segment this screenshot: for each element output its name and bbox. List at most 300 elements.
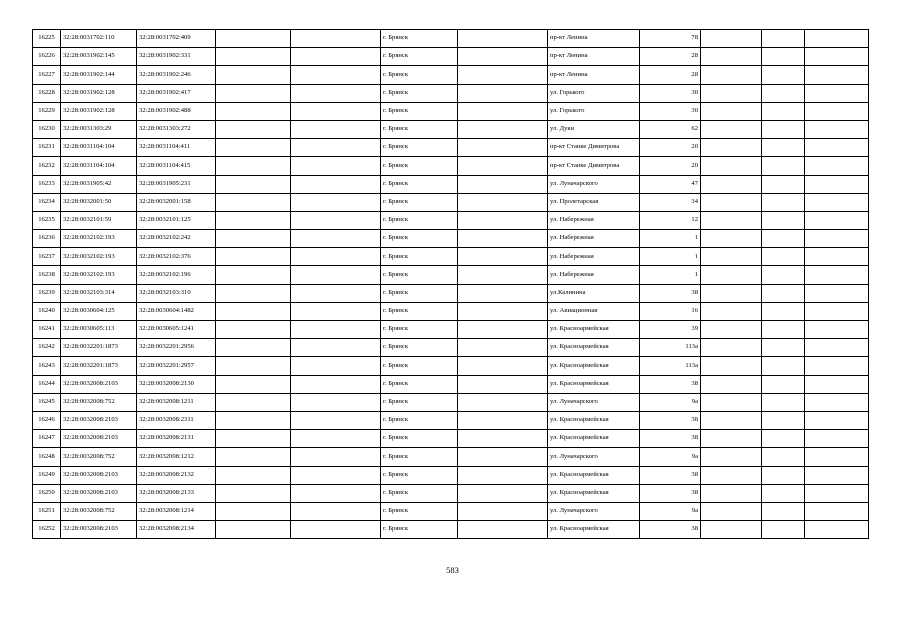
empty-cell (805, 84, 869, 102)
row-number: 16245 (33, 393, 61, 411)
empty-cell (701, 302, 762, 320)
empty-cell (762, 175, 805, 193)
cadastral-number: 32:28:0031902:144 (61, 66, 137, 84)
empty-cell (458, 211, 548, 229)
city-cell: г. Брянск (381, 157, 458, 175)
empty-cell (458, 302, 548, 320)
cadastral-number: 32:28:0032008:752 (61, 448, 137, 466)
empty-cell (291, 339, 381, 357)
table-row (33, 448, 869, 466)
row-number: 16229 (33, 102, 61, 120)
house-number: 38 (640, 484, 701, 502)
empty-cell (701, 30, 762, 48)
empty-cell (291, 302, 381, 320)
cadastral-number: 32:28:0032008:752 (61, 393, 137, 411)
empty-cell (291, 30, 381, 48)
cadastral-number: 32:28:0032102:193 (61, 248, 137, 266)
street-cell: ул. Набережная (548, 266, 640, 284)
object-cadastral-number: 32:28:0032008:1214 (137, 502, 216, 520)
city-cell: г. Брянск (381, 430, 458, 448)
object-cadastral-number: 32:28:0032008:1212 (137, 448, 216, 466)
table-row (33, 321, 869, 339)
empty-cell (216, 193, 291, 211)
empty-cell (805, 357, 869, 375)
empty-cell (762, 521, 805, 539)
empty-cell (458, 284, 548, 302)
empty-cell (701, 193, 762, 211)
empty-cell (762, 484, 805, 502)
empty-cell (216, 230, 291, 248)
house-number: 113а (640, 357, 701, 375)
table-row (33, 84, 869, 102)
row-number: 16240 (33, 302, 61, 320)
empty-cell (762, 193, 805, 211)
table-row (33, 48, 869, 66)
empty-cell (805, 30, 869, 48)
empty-cell (291, 84, 381, 102)
empty-cell (701, 321, 762, 339)
row-number: 16239 (33, 284, 61, 302)
house-number: 62 (640, 120, 701, 138)
empty-cell (701, 175, 762, 193)
house-number: 39 (640, 321, 701, 339)
empty-cell (701, 230, 762, 248)
empty-cell (701, 102, 762, 120)
empty-cell (762, 48, 805, 66)
house-number: 28 (640, 48, 701, 66)
empty-cell (458, 430, 548, 448)
empty-cell (762, 120, 805, 138)
row-number: 16228 (33, 84, 61, 102)
empty-cell (701, 266, 762, 284)
cadastral-number: 32:28:0032102:193 (61, 230, 137, 248)
empty-cell (701, 466, 762, 484)
object-cadastral-number: 32:28:0032201:2956 (137, 339, 216, 357)
row-number: 16232 (33, 157, 61, 175)
empty-cell (805, 430, 869, 448)
street-cell: ул. Набережная (548, 230, 640, 248)
empty-cell (762, 102, 805, 120)
empty-cell (701, 139, 762, 157)
row-number: 16250 (33, 484, 61, 502)
row-number: 16234 (33, 193, 61, 211)
cadastral-number: 32:28:0032008:2103 (61, 430, 137, 448)
empty-cell (701, 339, 762, 357)
empty-cell (701, 411, 762, 429)
table-row (33, 302, 869, 320)
empty-cell (291, 211, 381, 229)
street-cell: ул. Пролетарская (548, 193, 640, 211)
city-cell: г. Брянск (381, 102, 458, 120)
street-cell: пр-кт Станке Димитрова (548, 139, 640, 157)
row-number: 16236 (33, 230, 61, 248)
city-cell: г. Брянск (381, 339, 458, 357)
object-cadastral-number: 32:28:0031902:488 (137, 102, 216, 120)
cadastral-number: 32:28:0032201:1873 (61, 357, 137, 375)
empty-cell (216, 302, 291, 320)
street-cell: ул. Набережная (548, 248, 640, 266)
table-row (33, 175, 869, 193)
cadastral-number: 32:28:0030605:113 (61, 321, 137, 339)
street-cell: ул. Красноармейская (548, 375, 640, 393)
city-cell: г. Брянск (381, 139, 458, 157)
house-number: 1 (640, 248, 701, 266)
empty-cell (805, 48, 869, 66)
empty-cell (701, 375, 762, 393)
empty-cell (291, 484, 381, 502)
empty-cell (458, 120, 548, 138)
empty-cell (458, 66, 548, 84)
table-row (33, 339, 869, 357)
empty-cell (458, 375, 548, 393)
house-number: 1 (640, 230, 701, 248)
cadastral-number: 32:28:0031104:104 (61, 157, 137, 175)
object-cadastral-number: 32:28:0032008:2133 (137, 484, 216, 502)
table-row (33, 139, 869, 157)
empty-cell (291, 393, 381, 411)
object-cadastral-number: 32:28:0032103:310 (137, 284, 216, 302)
empty-cell (291, 193, 381, 211)
street-cell: пр-кт Станке Димитрова (548, 157, 640, 175)
registry-body (33, 30, 869, 539)
empty-cell (291, 248, 381, 266)
empty-cell (805, 466, 869, 484)
empty-cell (216, 521, 291, 539)
empty-cell (762, 321, 805, 339)
empty-cell (762, 211, 805, 229)
object-cadastral-number: 32:28:0032008:2132 (137, 466, 216, 484)
house-number: 20 (640, 139, 701, 157)
empty-cell (805, 284, 869, 302)
empty-cell (291, 66, 381, 84)
table-row (33, 411, 869, 429)
registry-table (32, 29, 869, 539)
row-number: 16246 (33, 411, 61, 429)
empty-cell (216, 393, 291, 411)
empty-cell (216, 120, 291, 138)
empty-cell (216, 357, 291, 375)
street-cell: ул. Красноармейская (548, 357, 640, 375)
street-cell: ул. Авиационная (548, 302, 640, 320)
empty-cell (458, 266, 548, 284)
empty-cell (216, 66, 291, 84)
empty-cell (291, 357, 381, 375)
empty-cell (805, 521, 869, 539)
empty-cell (458, 393, 548, 411)
empty-cell (805, 321, 869, 339)
empty-cell (291, 502, 381, 520)
table-row (33, 502, 869, 520)
empty-cell (216, 48, 291, 66)
empty-cell (216, 411, 291, 429)
city-cell: г. Брянск (381, 484, 458, 502)
empty-cell (291, 266, 381, 284)
object-cadastral-number: 32:28:0032201:2957 (137, 357, 216, 375)
empty-cell (805, 230, 869, 248)
street-cell: ул. Набережная (548, 211, 640, 229)
row-number: 16235 (33, 211, 61, 229)
empty-cell (291, 375, 381, 393)
city-cell: г. Брянск (381, 321, 458, 339)
empty-cell (216, 84, 291, 102)
empty-cell (701, 211, 762, 229)
city-cell: г. Брянск (381, 393, 458, 411)
cadastral-number: 32:28:0032101:59 (61, 211, 137, 229)
empty-cell (216, 466, 291, 484)
empty-cell (805, 139, 869, 157)
object-cadastral-number: 32:28:0032102:376 (137, 248, 216, 266)
house-number: 34 (640, 193, 701, 211)
empty-cell (216, 139, 291, 157)
empty-cell (458, 84, 548, 102)
row-number: 16241 (33, 321, 61, 339)
empty-cell (291, 139, 381, 157)
empty-cell (291, 466, 381, 484)
empty-cell (762, 375, 805, 393)
city-cell: г. Брянск (381, 302, 458, 320)
empty-cell (762, 139, 805, 157)
house-number: 78 (640, 30, 701, 48)
empty-cell (458, 502, 548, 520)
empty-cell (762, 339, 805, 357)
empty-cell (216, 375, 291, 393)
object-cadastral-number: 32:28:0031905:231 (137, 175, 216, 193)
cadastral-number: 32:28:0032008:2103 (61, 466, 137, 484)
empty-cell (701, 502, 762, 520)
street-cell: ул. Красноармейская (548, 484, 640, 502)
city-cell: г. Брянск (381, 521, 458, 539)
table-row (33, 211, 869, 229)
empty-cell (701, 393, 762, 411)
empty-cell (291, 448, 381, 466)
empty-cell (216, 321, 291, 339)
house-number: 12 (640, 211, 701, 229)
row-number: 16251 (33, 502, 61, 520)
street-cell: ул. Луначарского (548, 175, 640, 193)
empty-cell (216, 157, 291, 175)
empty-cell (216, 448, 291, 466)
empty-cell (701, 430, 762, 448)
empty-cell (805, 102, 869, 120)
city-cell: г. Брянск (381, 193, 458, 211)
empty-cell (701, 84, 762, 102)
empty-cell (805, 248, 869, 266)
street-cell: ул. Красноармейская (548, 321, 640, 339)
empty-cell (762, 284, 805, 302)
empty-cell (805, 193, 869, 211)
table-row (33, 393, 869, 411)
empty-cell (762, 30, 805, 48)
empty-cell (458, 193, 548, 211)
street-cell: ул. Красноармейская (548, 521, 640, 539)
empty-cell (762, 448, 805, 466)
empty-cell (458, 230, 548, 248)
cadastral-number: 32:28:0032001:50 (61, 193, 137, 211)
object-cadastral-number: 32:28:0031303:272 (137, 120, 216, 138)
table-row (33, 157, 869, 175)
house-number: 16 (640, 302, 701, 320)
street-cell: пр-кт Ленина (548, 48, 640, 66)
city-cell: г. Брянск (381, 357, 458, 375)
table-row (33, 284, 869, 302)
object-cadastral-number: 32:28:0032001:158 (137, 193, 216, 211)
empty-cell (291, 230, 381, 248)
empty-cell (805, 484, 869, 502)
street-cell: ул. Красноармейская (548, 466, 640, 484)
empty-cell (762, 266, 805, 284)
empty-cell (458, 248, 548, 266)
empty-cell (805, 157, 869, 175)
table-row (33, 30, 869, 48)
house-number: 38 (640, 466, 701, 484)
table-row (33, 193, 869, 211)
empty-cell (216, 430, 291, 448)
empty-cell (701, 48, 762, 66)
city-cell: г. Брянск (381, 411, 458, 429)
object-cadastral-number: 32:28:0031104:415 (137, 157, 216, 175)
empty-cell (458, 448, 548, 466)
object-cadastral-number: 32:28:0031902:417 (137, 84, 216, 102)
cadastral-number: 32:28:0031902:128 (61, 102, 137, 120)
empty-cell (805, 375, 869, 393)
empty-cell (216, 284, 291, 302)
empty-cell (458, 30, 548, 48)
table-row (33, 66, 869, 84)
empty-cell (762, 502, 805, 520)
empty-cell (805, 393, 869, 411)
object-cadastral-number: 32:28:0032102:196 (137, 266, 216, 284)
row-number: 16244 (33, 375, 61, 393)
house-number: 9а (640, 393, 701, 411)
city-cell: г. Брянск (381, 30, 458, 48)
city-cell: г. Брянск (381, 66, 458, 84)
table-row (33, 266, 869, 284)
object-cadastral-number: 32:28:0031702:409 (137, 30, 216, 48)
table-row (33, 521, 869, 539)
object-cadastral-number: 32:28:0030605:1241 (137, 321, 216, 339)
row-number: 16252 (33, 521, 61, 539)
table-row (33, 375, 869, 393)
empty-cell (216, 484, 291, 502)
empty-cell (762, 466, 805, 484)
empty-cell (701, 357, 762, 375)
empty-cell (216, 211, 291, 229)
city-cell: г. Брянск (381, 48, 458, 66)
empty-cell (291, 157, 381, 175)
row-number: 16237 (33, 248, 61, 266)
cadastral-number: 32:28:0031902:128 (61, 84, 137, 102)
house-number: 30 (640, 102, 701, 120)
empty-cell (762, 66, 805, 84)
empty-cell (701, 120, 762, 138)
empty-cell (458, 484, 548, 502)
empty-cell (805, 211, 869, 229)
house-number: 113а (640, 339, 701, 357)
house-number: 28 (640, 66, 701, 84)
empty-cell (458, 411, 548, 429)
street-cell: ул.Калинина (548, 284, 640, 302)
house-number: 9а (640, 448, 701, 466)
house-number: 47 (640, 175, 701, 193)
table-row (33, 484, 869, 502)
house-number: 9а (640, 502, 701, 520)
empty-cell (291, 321, 381, 339)
empty-cell (805, 302, 869, 320)
empty-cell (291, 284, 381, 302)
empty-cell (762, 357, 805, 375)
empty-cell (701, 66, 762, 84)
row-number: 16226 (33, 48, 61, 66)
city-cell: г. Брянск (381, 448, 458, 466)
house-number: 38 (640, 411, 701, 429)
street-cell: пр-кт Ленина (548, 66, 640, 84)
empty-cell (701, 484, 762, 502)
row-number: 16233 (33, 175, 61, 193)
cadastral-number: 32:28:0031905:42 (61, 175, 137, 193)
house-number: 1 (640, 266, 701, 284)
cadastral-number: 32:28:0031303:29 (61, 120, 137, 138)
city-cell: г. Брянск (381, 466, 458, 484)
empty-cell (458, 339, 548, 357)
table-row (33, 102, 869, 120)
empty-cell (701, 157, 762, 175)
empty-cell (291, 175, 381, 193)
street-cell: ул. Красноармейская (548, 411, 640, 429)
city-cell: г. Брянск (381, 175, 458, 193)
cadastral-number: 32:28:0032008:2103 (61, 484, 137, 502)
object-cadastral-number: 32:28:0032008:2311 (137, 411, 216, 429)
street-cell: ул. Горького (548, 84, 640, 102)
empty-cell (805, 266, 869, 284)
empty-cell (762, 230, 805, 248)
street-cell: ул. Горького (548, 102, 640, 120)
empty-cell (291, 411, 381, 429)
city-cell: г. Брянск (381, 375, 458, 393)
row-number: 16249 (33, 466, 61, 484)
cadastral-number: 32:28:0032008:2103 (61, 521, 137, 539)
row-number: 16238 (33, 266, 61, 284)
empty-cell (805, 120, 869, 138)
object-cadastral-number: 32:28:0031104:411 (137, 139, 216, 157)
cadastral-number: 32:28:0031104:104 (61, 139, 137, 157)
empty-cell (805, 175, 869, 193)
empty-cell (291, 430, 381, 448)
empty-cell (291, 102, 381, 120)
empty-cell (762, 430, 805, 448)
street-cell: пр-кт Ленина (548, 30, 640, 48)
cadastral-number: 32:28:0032201:1873 (61, 339, 137, 357)
empty-cell (458, 157, 548, 175)
house-number: 38 (640, 430, 701, 448)
empty-cell (216, 248, 291, 266)
empty-cell (458, 175, 548, 193)
empty-cell (216, 266, 291, 284)
street-cell: ул. Луначарского (548, 448, 640, 466)
object-cadastral-number: 32:28:0031902:331 (137, 48, 216, 66)
empty-cell (458, 139, 548, 157)
city-cell: г. Брянск (381, 230, 458, 248)
street-cell: ул. Луначарского (548, 502, 640, 520)
empty-cell (805, 448, 869, 466)
empty-cell (762, 248, 805, 266)
house-number: 38 (640, 521, 701, 539)
empty-cell (701, 521, 762, 539)
row-number: 16243 (33, 357, 61, 375)
empty-cell (291, 120, 381, 138)
empty-cell (805, 411, 869, 429)
object-cadastral-number: 32:28:0030604:1482 (137, 302, 216, 320)
empty-cell (805, 66, 869, 84)
